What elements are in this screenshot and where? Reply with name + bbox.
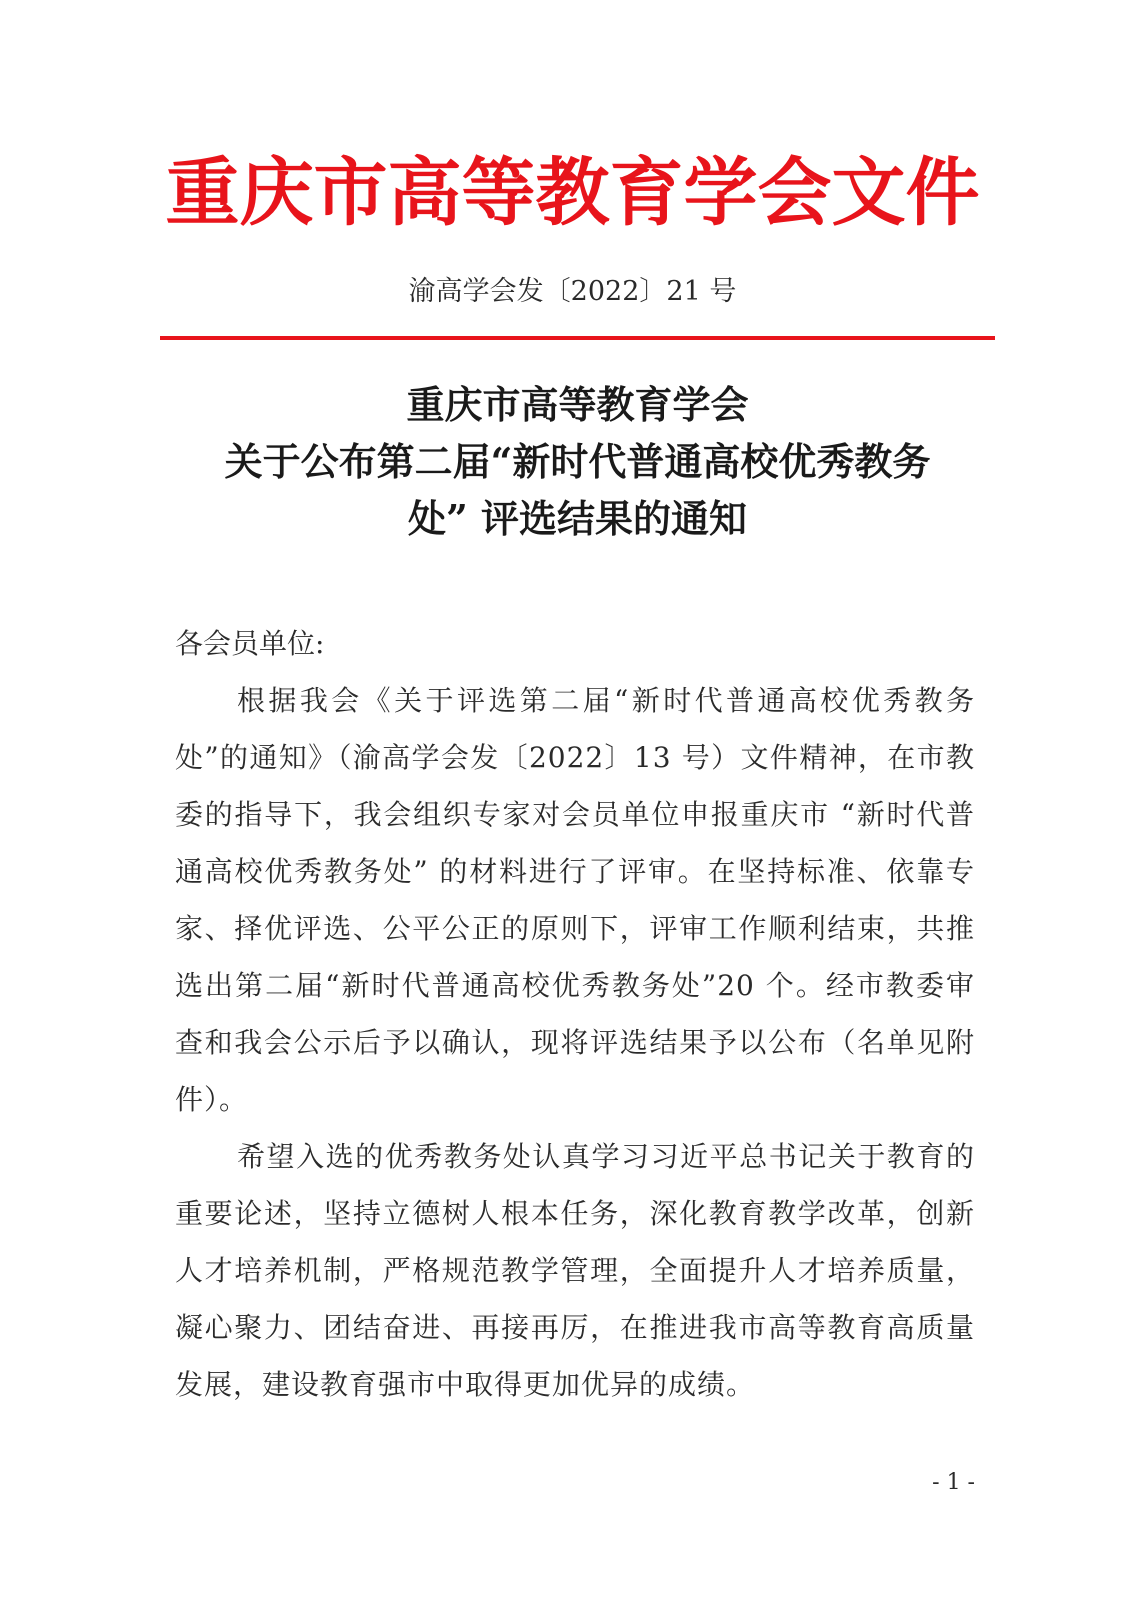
title-line-1: 重庆市高等教育学会: [406, 382, 749, 427]
title-line-3: 处” 评选结果的通知: [407, 496, 748, 541]
page-number: - 1 -: [932, 1470, 975, 1495]
red-divider: [160, 336, 995, 340]
document-number: 渝高学会发〔2022〕21 号: [408, 276, 737, 307]
notice-body: [175, 616, 975, 1413]
body-paragraph-1: 根据我会《关于评选第二届“新时代普通高校优秀教务处”的通知》（渝高学会发〔2022〕13 号）文件精神，在市教委的指导下，我会组织专家对会员单位申报重庆市 “新时代普通高校优秀教务处” 的材料进行了评审。在坚持标准、依靠专家、择优评选、公平公正的原则下，评审工作顺利结束，共推选出第二届“新时代普通高校优秀教务处”20 个。经市教委审查和我会公示后予以确认，现将评选结果予以公布（名单见附件）。: [175, 684, 975, 1116]
masthead-title: 重庆市高等教育学会文件: [165, 150, 980, 236]
notice-title: [160, 376, 995, 547]
salutation: 各会员单位:: [175, 627, 325, 660]
body-paragraph-2: 希望入选的优秀教务处认真学习习近平总书记关于教育的重要论述，坚持立德树人根本任务，深化教育教学改革，创新人才培养机制，严格规范教学管理，全面提升人才培养质量，凝心聚力、团结奋进、再接再厉，在推进我市高等教育高质量发展，建设教育强市中取得更加优异的成绩。: [175, 1140, 975, 1401]
title-line-2: 关于公布第二届“新时代普通高校优秀教务: [224, 439, 931, 484]
